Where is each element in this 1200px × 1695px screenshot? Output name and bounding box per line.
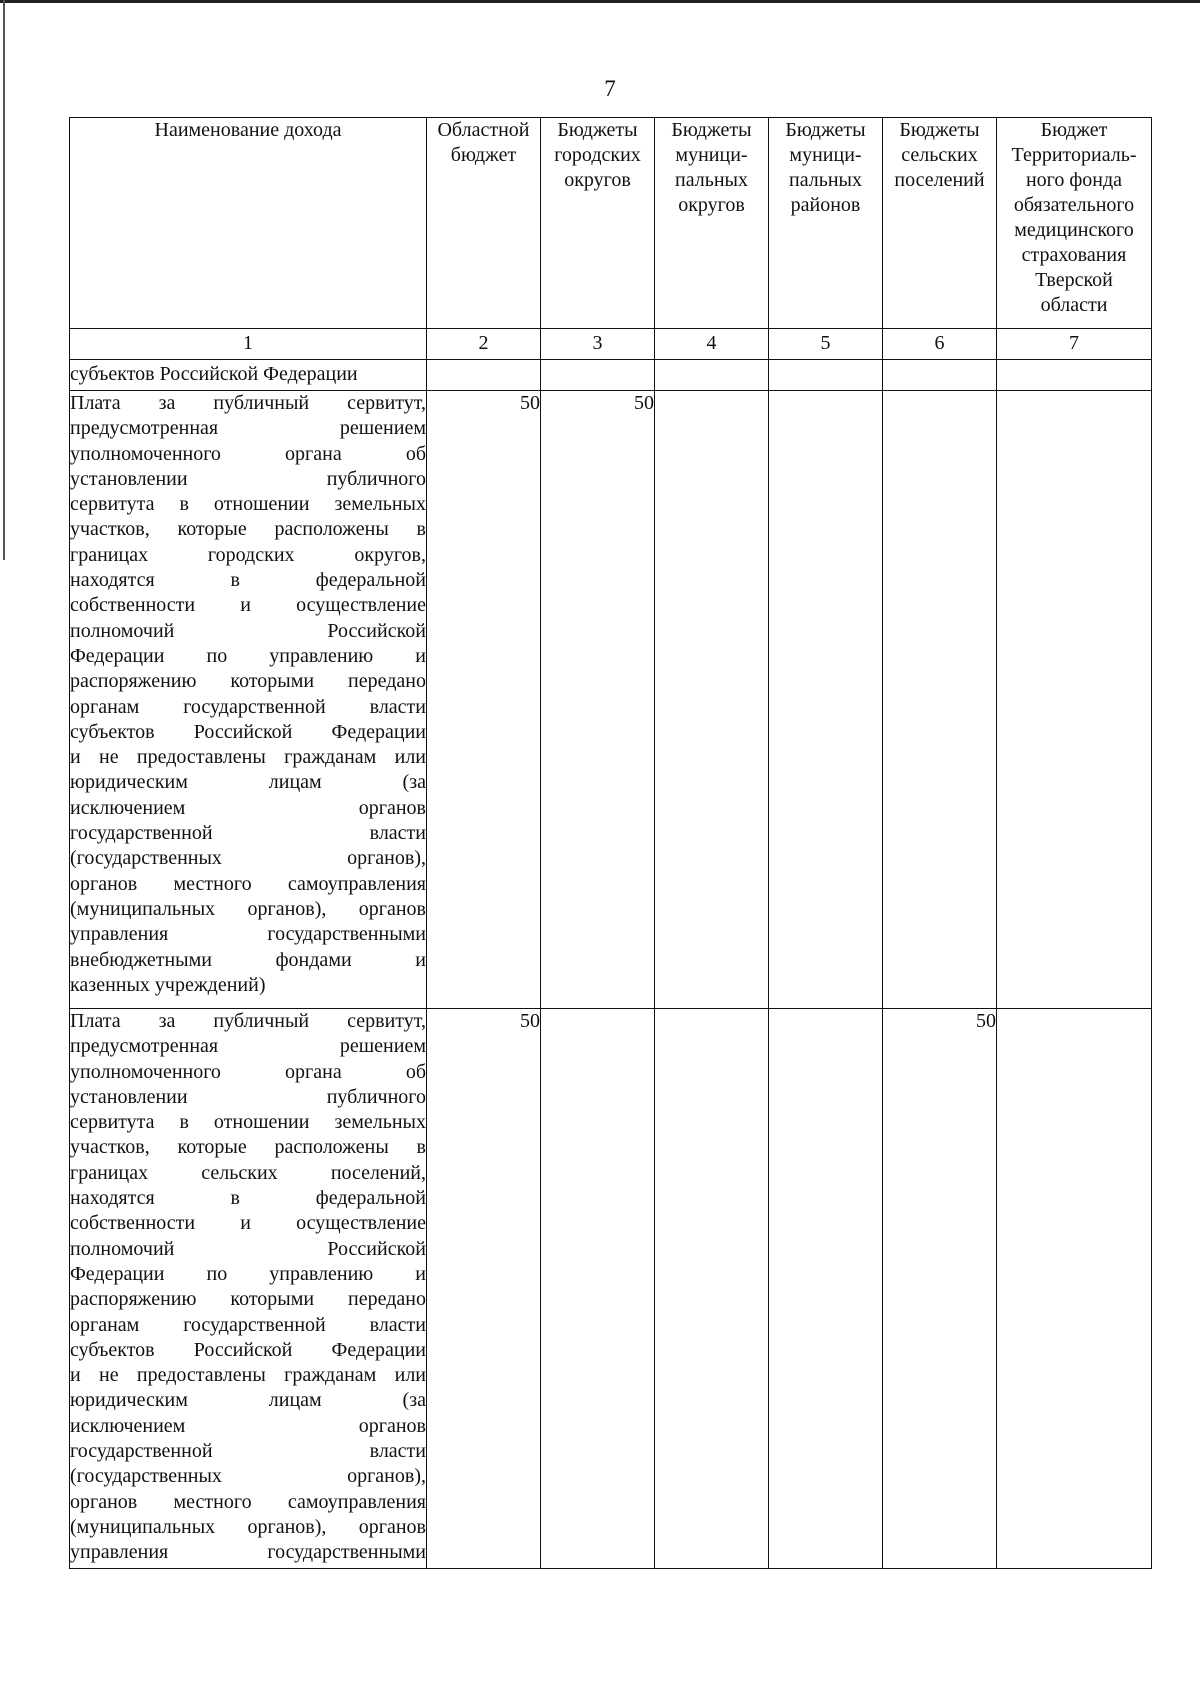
header-text-line: районов [790, 194, 861, 216]
header-text-line: пальных [675, 169, 748, 191]
header-text-line: области [1040, 294, 1108, 316]
income-name-line: находятся в федеральной [70, 569, 426, 592]
municipal-district-value [655, 1009, 769, 1569]
income-name-line: предусмотренная решением [70, 417, 426, 440]
income-name-line: юридическим лицам (за [70, 1389, 426, 1412]
table-row [70, 1009, 1152, 1569]
health-fund-value [997, 391, 1152, 1009]
header-text-line: Бюджеты [899, 119, 980, 141]
column-number: 1 [70, 329, 427, 360]
header-text-line: поселений [894, 169, 985, 191]
header-text-line: Бюджеты [671, 119, 752, 141]
table-header-row [70, 118, 1152, 329]
income-name-line: находятся в федеральной [70, 1187, 426, 1210]
income-name-line: органам государственной власти [70, 695, 426, 718]
income-name-line: государственной власти [70, 1440, 426, 1463]
income-name-line: границах городских округов, [70, 543, 426, 566]
income-name-line: субъектов Российской Федерации [70, 363, 358, 386]
income-name-line: участков, которые расположены в [70, 1136, 426, 1159]
header-municipal-district-budgets [655, 118, 769, 329]
header-text-line: Тверской [1035, 269, 1113, 291]
income-name-line: предусмотренная решением [70, 1035, 426, 1058]
header-text-line: округов [678, 194, 745, 216]
income-name-line: Федерации по управлению и [70, 644, 426, 667]
income-name-line: внебюджетными фондами и [70, 948, 426, 971]
income-name-line: уполномоченного органа об [70, 442, 426, 465]
income-name-line: Плата за публичный сервитут, [70, 392, 426, 414]
rural-settlement-value: 50 [883, 1009, 997, 1569]
page-top-border [0, 0, 1200, 3]
income-name-line: и не предоставлены гражданам или [70, 1364, 426, 1387]
header-text-line: городских [554, 144, 641, 166]
income-name-line: субъектов Российской Федерации [70, 1338, 426, 1361]
page-number: 7 [604, 76, 616, 101]
municipal-district-value [655, 360, 769, 391]
income-name-cell [70, 1009, 427, 1569]
table-row [70, 391, 1152, 1009]
income-name-cell [70, 391, 427, 1009]
income-name-line: Федерации по управлению и [70, 1262, 426, 1285]
header-text-line: Территориаль- [1011, 144, 1137, 166]
income-name-line: установлении публичного [70, 467, 426, 490]
city-district-value: 50 [541, 391, 655, 1009]
header-text-line: обязательного [1013, 194, 1135, 216]
income-name-line: государственной власти [70, 822, 426, 845]
income-name-cell [70, 360, 427, 391]
header-text-line: ного фонда [1025, 169, 1123, 191]
health-fund-value [997, 1009, 1152, 1569]
income-name-line: и не предоставлены гражданам или [70, 746, 426, 769]
header-text-line: Бюджет [1040, 119, 1108, 141]
column-number: 6 [883, 329, 997, 360]
income-name-line: границах сельских поселений, [70, 1161, 426, 1184]
header-income-name [70, 118, 427, 329]
header-text-line: Наименование дохода [154, 119, 342, 141]
health-fund-value [997, 360, 1152, 391]
income-name-line: сервитута в отношении земельных [70, 1111, 426, 1134]
income-name-line: собственности и осуществление [70, 594, 426, 617]
header-text-line: медицинского [1014, 219, 1134, 241]
income-distribution-table [69, 117, 1152, 1569]
header-municipal-area-budgets [769, 118, 883, 329]
city-district-value [541, 1009, 655, 1569]
header-text-line: Областной [437, 119, 530, 141]
column-number: 5 [769, 329, 883, 360]
header-text-line: пальных [789, 169, 862, 191]
city-district-value [541, 360, 655, 391]
income-name-line: исключением органов [70, 796, 426, 819]
income-name-line: установлении публичного [70, 1085, 426, 1108]
income-name-line: (государственных органов), [70, 1465, 426, 1488]
regional-budget-value [427, 360, 541, 391]
income-name-line: уполномоченного органа об [70, 1060, 426, 1083]
regional-budget-value: 50 [427, 391, 541, 1009]
income-name-line: распоряжению которыми передано [70, 1288, 426, 1311]
income-name-line: юридическим лицам (за [70, 771, 426, 794]
header-city-district-budgets [541, 118, 655, 329]
income-name-line: (муниципальных органов), органов [70, 1515, 426, 1538]
column-number: 3 [541, 329, 655, 360]
table-row [70, 360, 1152, 391]
column-number: 4 [655, 329, 769, 360]
municipal-district-value [655, 391, 769, 1009]
income-name-line: Плата за публичный сервитут, [70, 1010, 426, 1032]
header-health-insurance-fund-budget [997, 118, 1152, 329]
income-name-line: полномочий Российской [70, 619, 426, 642]
income-name-line: распоряжению которыми передано [70, 670, 426, 693]
column-number-row [70, 329, 1152, 360]
income-name-line: (государственных органов), [70, 847, 426, 870]
income-name-line: органов местного самоуправления [70, 1490, 426, 1513]
income-name-line: сервитута в отношении земельных [70, 493, 426, 516]
header-regional-budget [427, 118, 541, 329]
income-name-line: казенных учреждений) [70, 973, 266, 996]
rural-settlement-value [883, 360, 997, 391]
column-number: 7 [997, 329, 1152, 360]
header-text-line: Бюджеты [557, 119, 638, 141]
rural-settlement-value [883, 391, 997, 1009]
income-name-line: управления государственными [70, 923, 426, 946]
income-name-line: (муниципальных органов), органов [70, 897, 426, 920]
municipal-area-value [769, 391, 883, 1009]
header-text-line: округов [564, 169, 631, 191]
income-name-line: участков, которые расположены в [70, 518, 426, 541]
income-name-line: органам государственной власти [70, 1313, 426, 1336]
header-text-line: бюджет [450, 144, 517, 166]
income-name-line: полномочий Российской [70, 1237, 426, 1260]
income-name-line: органов местного самоуправления [70, 872, 426, 895]
income-name-line: субъектов Российской Федерации [70, 720, 426, 743]
column-number: 2 [427, 329, 541, 360]
municipal-area-value [769, 360, 883, 391]
header-text-line: Бюджеты [785, 119, 866, 141]
header-text-line: муници- [789, 144, 862, 166]
income-name-line: собственности и осуществление [70, 1212, 426, 1235]
header-text-line: сельских [901, 144, 978, 166]
header-text-line: страхования [1021, 244, 1127, 266]
header-rural-settlement-budgets [883, 118, 997, 329]
regional-budget-value: 50 [427, 1009, 541, 1569]
income-name-line: исключением органов [70, 1414, 426, 1437]
header-text-line: муници- [675, 144, 748, 166]
municipal-area-value [769, 1009, 883, 1569]
income-name-line: управления государственными [70, 1541, 426, 1564]
